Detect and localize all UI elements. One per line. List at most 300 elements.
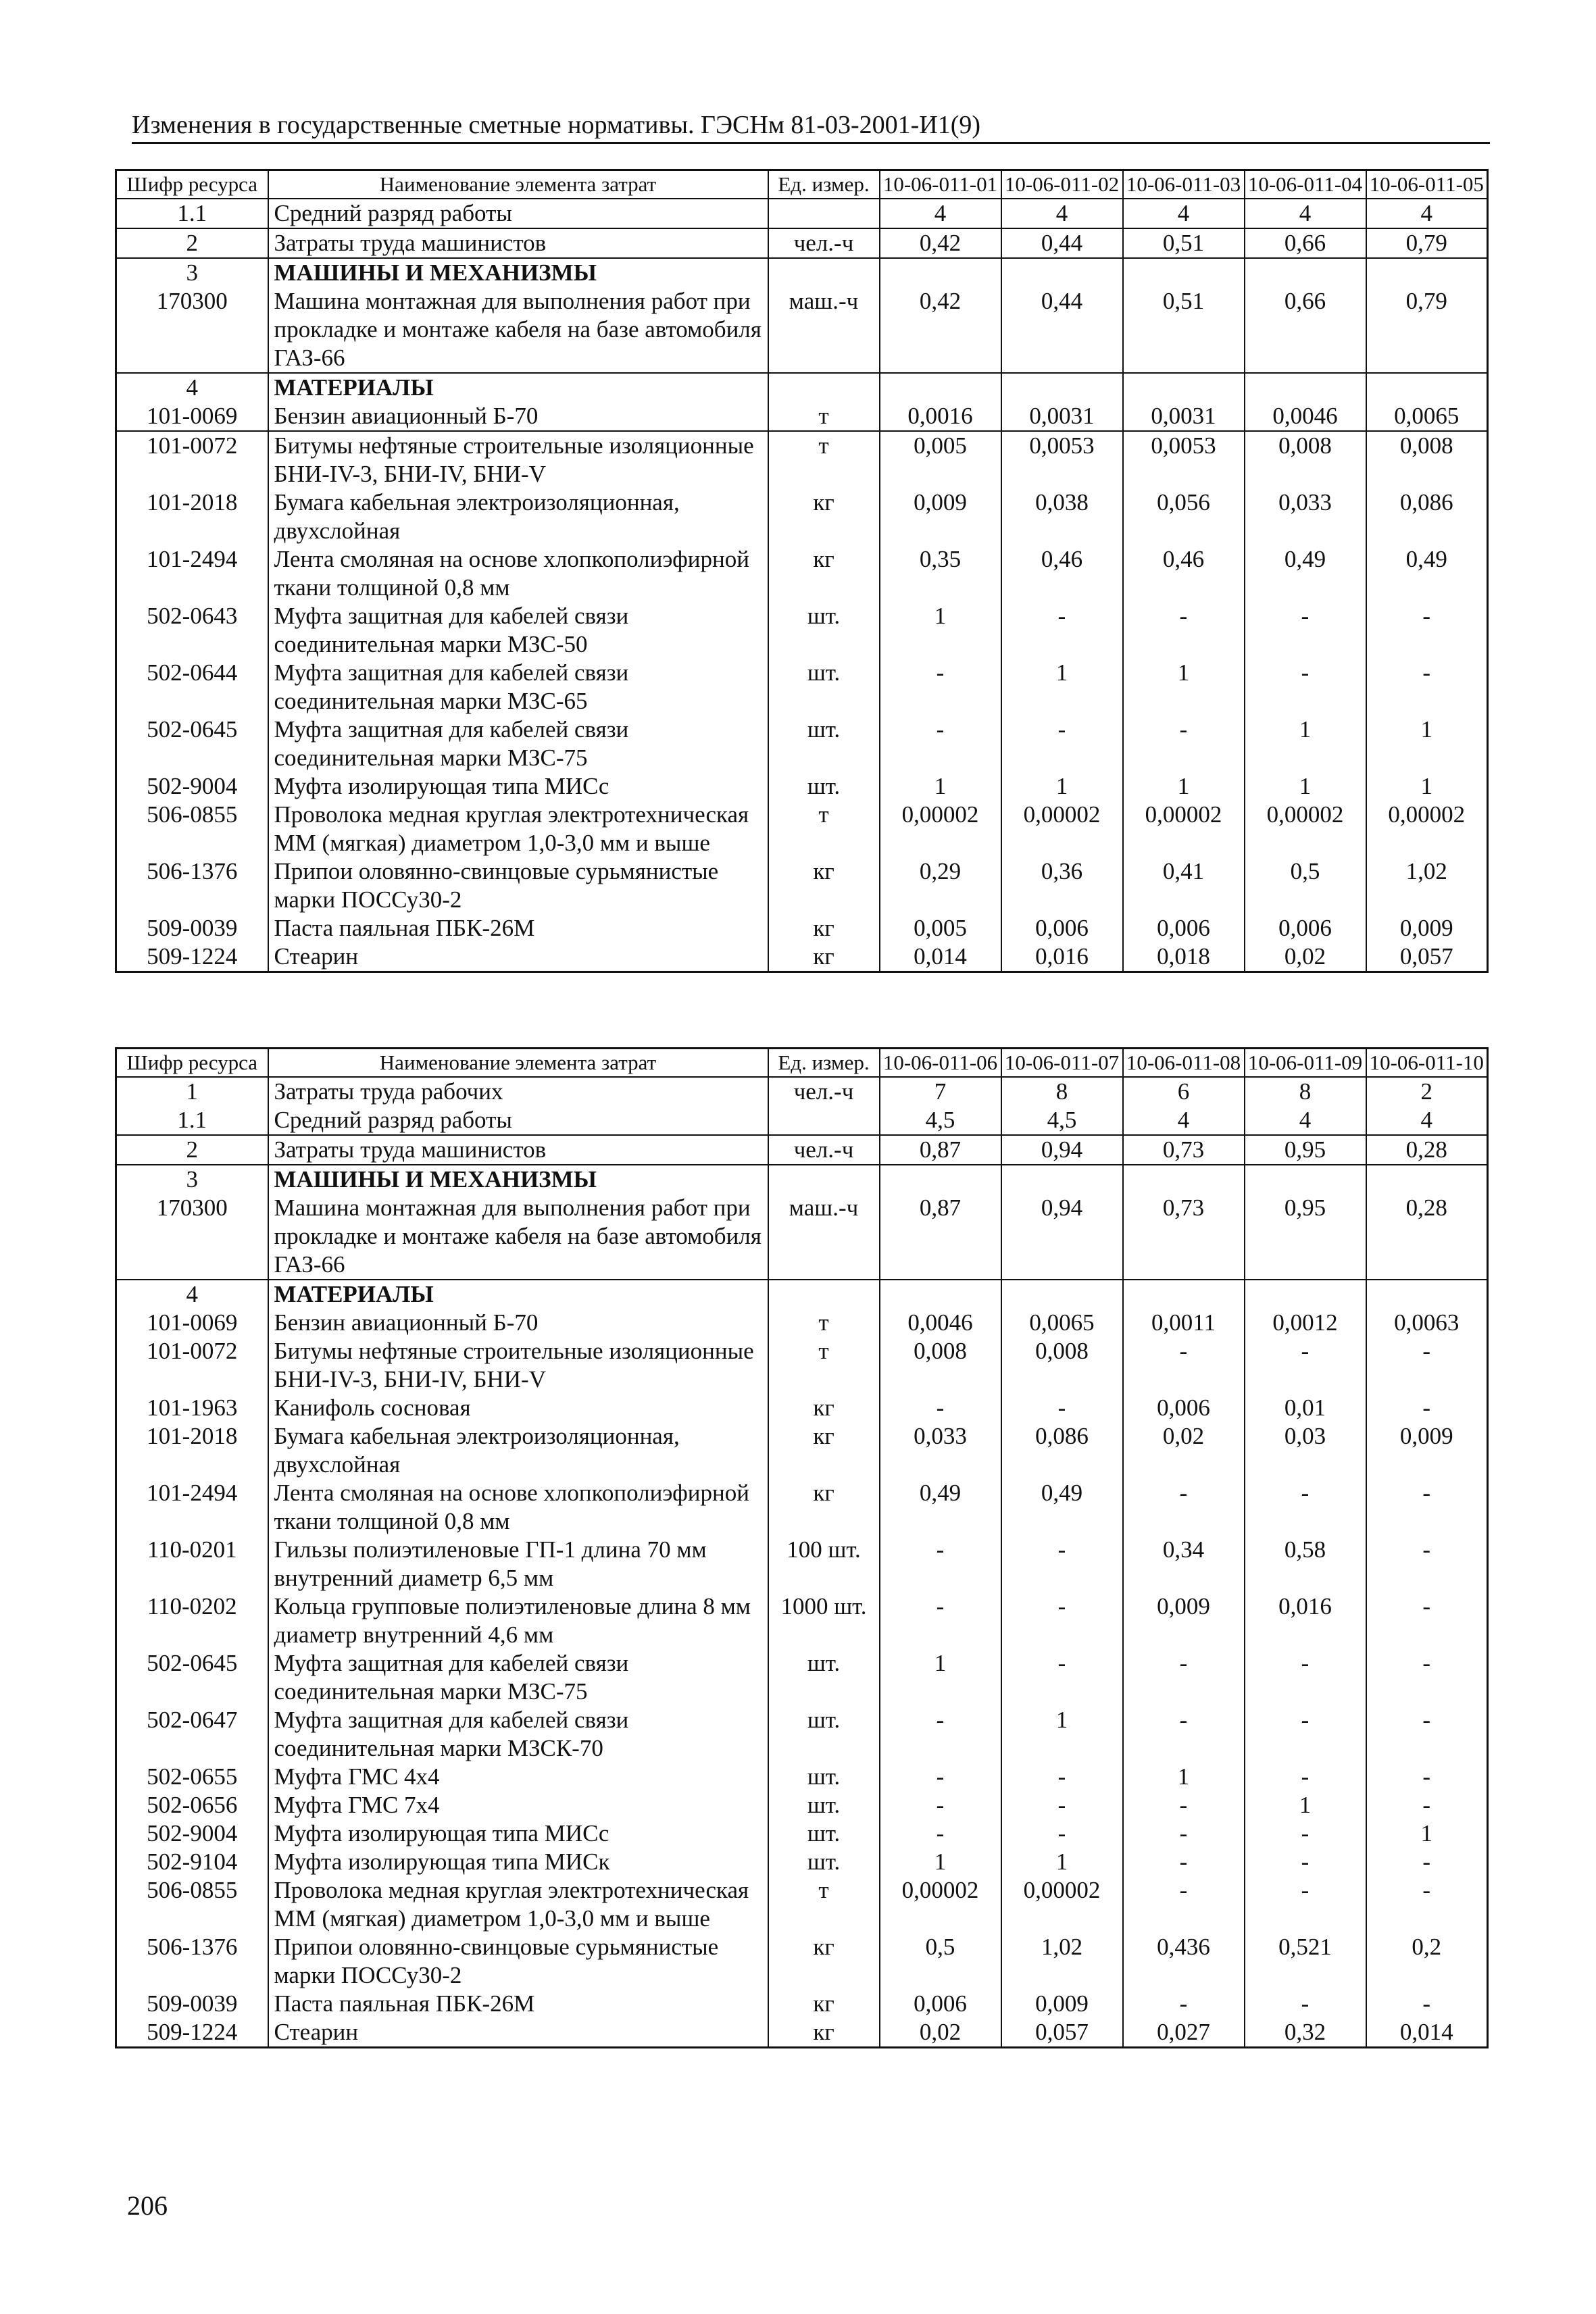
unit-cell: кг (768, 488, 880, 545)
norm-value-cell (1123, 258, 1245, 287)
section-row (116, 373, 1488, 402)
norm-value-cell: 0,46 (1123, 545, 1245, 602)
table-row (116, 1706, 1488, 1763)
norm-value-cell (1123, 1280, 1245, 1309)
table-row (116, 1309, 1488, 1337)
norm-value-cell: - (1366, 1649, 1488, 1706)
norm-value-cell: 0,94 (1001, 1194, 1123, 1280)
col-header-name: Наименование элемента затрат (268, 1049, 768, 1078)
section-row (116, 1280, 1488, 1309)
norm-value-cell: 0,42 (880, 287, 1001, 373)
norm-value-cell: 0,033 (880, 1422, 1001, 1479)
norm-value-cell: 0,00002 (1001, 1876, 1123, 1933)
norm-value-cell: - (1245, 659, 1366, 715)
norm-value-cell: - (1245, 1706, 1366, 1763)
norm-value-cell (1245, 1280, 1366, 1309)
table-row (116, 1791, 1488, 1819)
norm-value-cell: 0,5 (880, 1933, 1001, 1990)
cost-element-name-cell: Бензин авиационный Б-70 (268, 1309, 768, 1337)
cost-table-1 (115, 169, 1489, 973)
norm-value-cell: 1 (1001, 659, 1123, 715)
norm-value-cell: 1,02 (1366, 857, 1488, 914)
resource-code-cell: 502-9104 (116, 1848, 268, 1876)
norm-value-cell: 0,95 (1245, 1135, 1366, 1165)
norm-value-cell: 0,0016 (880, 402, 1001, 431)
norm-value-cell: - (880, 1763, 1001, 1791)
cost-element-name-cell: Муфта защитная для кабелей связи соединительная марки МЗС-50 (268, 602, 768, 659)
norm-value-cell: 0,95 (1245, 1194, 1366, 1280)
norm-value-cell: - (1366, 1337, 1488, 1394)
cost-element-name-cell: Лента смоляная на основе хлопкополиэфирной ткани толщиной 0,8 мм (268, 1479, 768, 1536)
norm-value-cell: - (1123, 602, 1245, 659)
norm-value-cell: 4 (1245, 199, 1366, 228)
cost-element-name-cell: Затраты труда рабочих (268, 1077, 768, 1106)
cost-element-name-cell: МАТЕРИАЛЫ (268, 1280, 768, 1309)
norm-value-cell: 0,73 (1123, 1135, 1245, 1165)
unit-cell (768, 1165, 880, 1194)
cost-element-name-cell: Бумага кабельная электроизоляционная, двухслойная (268, 488, 768, 545)
unit-cell: т (768, 431, 880, 488)
norm-value-cell: 0,02 (1245, 942, 1366, 972)
norm-value-cell: 4,5 (1001, 1106, 1123, 1135)
resource-code-cell: 502-0643 (116, 602, 268, 659)
norm-value-cell: 0,006 (1123, 914, 1245, 942)
col-header-unit: Ед. измер. (768, 170, 880, 199)
resource-code-cell: 101-0069 (116, 1309, 268, 1337)
norm-value-cell: - (1366, 1592, 1488, 1649)
table-body (116, 1077, 1488, 2048)
unit-cell (768, 373, 880, 402)
norm-value-cell (1001, 373, 1123, 402)
norm-value-cell: 4 (1123, 1106, 1245, 1135)
norm-value-cell: 0,009 (1123, 1592, 1245, 1649)
cost-element-name-cell: Средний разряд работы (268, 199, 768, 228)
unit-cell: кг (768, 914, 880, 942)
resource-code-cell: 502-0645 (116, 715, 268, 772)
norm-value-cell: 0,008 (880, 1337, 1001, 1394)
norm-value-cell: 0,057 (1366, 942, 1488, 972)
norm-value-cell: 1 (880, 772, 1001, 801)
norm-value-cell: 1,02 (1001, 1933, 1123, 1990)
norm-value-cell: 0,42 (880, 228, 1001, 258)
table-row (116, 1077, 1488, 1106)
cost-element-name-cell: Стеарин (268, 2018, 768, 2048)
cost-element-name-cell: Паста паяльная ПБК-26М (268, 1990, 768, 2018)
norm-value-cell: 0,00002 (1001, 801, 1123, 857)
norm-value-cell: 8 (1001, 1077, 1123, 1106)
cost-element-name-cell: Кольца групповые полиэтиленовые длина 8 мм диаметр внутренний 4,6 мм (268, 1592, 768, 1649)
table-row (116, 1536, 1488, 1592)
norm-value-cell: 0,51 (1123, 228, 1245, 258)
col-header-norm: 10-06-011-05 (1366, 170, 1488, 199)
norm-value-cell: 0,0031 (1001, 402, 1123, 431)
norm-value-cell: 0,00002 (1245, 801, 1366, 857)
norm-value-cell: 8 (1245, 1077, 1366, 1106)
norm-value-cell: 0,0053 (1001, 431, 1123, 488)
resource-code-cell: 1.1 (116, 1106, 268, 1135)
unit-cell: 1000 шт. (768, 1592, 880, 1649)
cost-element-name-cell: Муфта защитная для кабелей связи соединительная марки МЗС-75 (268, 1649, 768, 1706)
table-row (116, 1649, 1488, 1706)
table-row (116, 857, 1488, 914)
norm-value-cell: 1 (1245, 1791, 1366, 1819)
norm-value-cell: 0,033 (1245, 488, 1366, 545)
cost-element-name-cell: Муфта ГМС 7х4 (268, 1791, 768, 1819)
resource-code-cell: 3 (116, 1165, 268, 1194)
cost-element-name-cell: Припои оловянно-свинцовые сурьмянистые марки ПОССу30-2 (268, 1933, 768, 1990)
resource-code-cell: 509-0039 (116, 1990, 268, 2018)
table-row (116, 659, 1488, 715)
norm-value-cell: 0,006 (1245, 914, 1366, 942)
cost-element-name-cell: Машина монтажная для выполнения работ при прокладке и монтаже кабеля на базе автомобиля ГАЗ-66 (268, 287, 768, 373)
norm-value-cell: 1 (880, 1848, 1001, 1876)
resource-code-cell: 506-1376 (116, 1933, 268, 1990)
norm-value-cell: - (1123, 1990, 1245, 2018)
cost-element-name-cell: МАШИНЫ И МЕХАНИЗМЫ (268, 258, 768, 287)
norm-value-cell: 4 (1001, 199, 1123, 228)
cost-element-name-cell: Средний разряд работы (268, 1106, 768, 1135)
norm-value-cell: - (1001, 715, 1123, 772)
unit-cell: шт. (768, 715, 880, 772)
norm-value-cell: - (1366, 1763, 1488, 1791)
norm-value-cell: 0,00002 (1366, 801, 1488, 857)
norm-value-cell: - (1245, 1479, 1366, 1536)
unit-cell: шт. (768, 602, 880, 659)
norm-value-cell: 0,016 (1245, 1592, 1366, 1649)
resource-code-cell: 101-1963 (116, 1394, 268, 1422)
norm-value-cell: 1 (1123, 659, 1245, 715)
unit-cell (768, 258, 880, 287)
col-header-norm: 10-06-011-04 (1245, 170, 1366, 199)
unit-cell: чел.-ч (768, 1077, 880, 1106)
unit-cell: маш.-ч (768, 287, 880, 373)
norm-value-cell: 0,008 (1245, 431, 1366, 488)
table-header-row (116, 1049, 1488, 1078)
norm-value-cell: - (880, 1536, 1001, 1592)
norm-value-cell: - (1123, 1876, 1245, 1933)
norm-value-cell: 0,057 (1001, 2018, 1123, 2048)
norm-value-cell: - (1245, 1876, 1366, 1933)
unit-cell: кг (768, 545, 880, 602)
norm-value-cell: 0,086 (1001, 1422, 1123, 1479)
table-row (116, 1337, 1488, 1394)
unit-cell: кг (768, 1933, 880, 1990)
section-row (116, 258, 1488, 287)
norm-value-cell (1245, 1165, 1366, 1194)
norm-value-cell: 0,005 (880, 914, 1001, 942)
norm-value-cell: 0,521 (1245, 1933, 1366, 1990)
norm-value-cell (1245, 258, 1366, 287)
table-header-row (116, 170, 1488, 199)
norm-value-cell (880, 258, 1001, 287)
resource-code-cell: 170300 (116, 287, 268, 373)
unit-cell: шт. (768, 659, 880, 715)
table-row (116, 1394, 1488, 1422)
norm-value-cell: 1 (880, 1649, 1001, 1706)
table-row (116, 488, 1488, 545)
resource-code-cell: 3 (116, 258, 268, 287)
resource-code-cell: 101-0072 (116, 1337, 268, 1394)
norm-value-cell: 0,009 (1366, 914, 1488, 942)
norm-value-cell: - (1245, 602, 1366, 659)
norm-value-cell: 0,01 (1245, 1394, 1366, 1422)
cost-element-name-cell: Затраты труда машинистов (268, 228, 768, 258)
norm-value-cell: 0,0065 (1001, 1309, 1123, 1337)
unit-cell: шт. (768, 1819, 880, 1848)
norm-value-cell: 0,027 (1123, 2018, 1245, 2048)
norm-value-cell (1366, 1280, 1488, 1309)
norm-value-cell: 0,006 (1123, 1394, 1245, 1422)
norm-value-cell: 0,94 (1001, 1135, 1123, 1165)
resource-code-cell: 502-9004 (116, 1819, 268, 1848)
unit-cell (768, 199, 880, 228)
norm-value-cell: 0,34 (1123, 1536, 1245, 1592)
table-row (116, 1848, 1488, 1876)
norm-value-cell: 6 (1123, 1077, 1245, 1106)
norm-value-cell: 4,5 (880, 1106, 1001, 1135)
norm-value-cell: 0,02 (1123, 1422, 1245, 1479)
resource-code-cell: 1 (116, 1077, 268, 1106)
unit-cell: т (768, 1876, 880, 1933)
resource-code-cell: 509-0039 (116, 914, 268, 942)
resource-code-cell: 502-0645 (116, 1649, 268, 1706)
table-row (116, 1479, 1488, 1536)
norm-value-cell: 0,436 (1123, 1933, 1245, 1990)
cost-table-2 (115, 1047, 1489, 2048)
unit-cell: 100 шт. (768, 1536, 880, 1592)
cost-element-name-cell: Стеарин (268, 942, 768, 972)
unit-cell: т (768, 1309, 880, 1337)
unit-cell: маш.-ч (768, 1194, 880, 1280)
unit-cell: кг (768, 942, 880, 972)
norm-value-cell: 0,02 (880, 2018, 1001, 2048)
norm-value-cell: 0,87 (880, 1194, 1001, 1280)
norm-value-cell: 0,005 (880, 431, 1001, 488)
norm-value-cell: - (880, 1706, 1001, 1763)
col-header-norm: 10-06-011-07 (1001, 1049, 1123, 1078)
norm-value-cell: - (880, 1791, 1001, 1819)
norm-value-cell: 0,009 (1366, 1422, 1488, 1479)
norm-value-cell (1123, 1165, 1245, 1194)
table-row (116, 1194, 1488, 1280)
norm-value-cell: 0,28 (1366, 1194, 1488, 1280)
norm-value-cell: - (1366, 1990, 1488, 2018)
norm-value-cell (880, 373, 1001, 402)
norm-value-cell: - (1245, 1337, 1366, 1394)
norm-value-cell: 0,87 (880, 1135, 1001, 1165)
resource-code-cell: 2 (116, 228, 268, 258)
norm-value-cell: 0,46 (1001, 545, 1123, 602)
resource-code-cell: 506-0855 (116, 1876, 268, 1933)
norm-value-cell: 0,44 (1001, 228, 1123, 258)
norm-value-cell: 4 (1366, 1106, 1488, 1135)
norm-value-cell: 0,0063 (1366, 1309, 1488, 1337)
col-header-norm: 10-06-011-08 (1123, 1049, 1245, 1078)
norm-value-cell: - (1123, 1819, 1245, 1848)
norm-value-cell: - (1123, 1337, 1245, 1394)
norm-value-cell: 0,038 (1001, 488, 1123, 545)
norm-value-cell: - (1123, 715, 1245, 772)
resource-code-cell: 4 (116, 373, 268, 402)
norm-value-cell: 1 (1001, 772, 1123, 801)
unit-cell: кг (768, 1394, 880, 1422)
norm-value-cell: - (1366, 1848, 1488, 1876)
norm-value-cell (1001, 1280, 1123, 1309)
norm-value-cell: - (1123, 1649, 1245, 1706)
norm-value-cell (1366, 373, 1488, 402)
norm-value-cell: 1 (1366, 772, 1488, 801)
norm-value-cell: - (1245, 1848, 1366, 1876)
header-rule (132, 142, 1490, 144)
cost-element-name-cell: Канифоль сосновая (268, 1394, 768, 1422)
table-row (116, 1763, 1488, 1791)
cost-element-name-cell: Припои оловянно-свинцовые сурьмянистые марки ПОССу30-2 (268, 857, 768, 914)
unit-cell: т (768, 1337, 880, 1394)
norm-value-cell (1366, 258, 1488, 287)
cost-element-name-cell: Паста паяльная ПБК-26М (268, 914, 768, 942)
resource-code-cell: 101-2018 (116, 488, 268, 545)
norm-value-cell: 1 (880, 602, 1001, 659)
cost-element-name-cell: Муфта ГМС 4х4 (268, 1763, 768, 1791)
resource-code-cell: 101-0072 (116, 431, 268, 488)
norm-value-cell: - (1366, 1791, 1488, 1819)
table-row (116, 772, 1488, 801)
resource-code-cell: 502-0656 (116, 1791, 268, 1819)
norm-value-cell: - (1366, 1876, 1488, 1933)
norm-value-cell: 0,018 (1123, 942, 1245, 972)
cost-element-name-cell: МАТЕРИАЛЫ (268, 373, 768, 402)
norm-value-cell: - (1123, 1791, 1245, 1819)
norm-value-cell: - (1001, 1763, 1123, 1791)
norm-value-cell: 4 (1245, 1106, 1366, 1135)
norm-value-cell: 1 (1366, 1819, 1488, 1848)
resource-code-cell: 101-2494 (116, 545, 268, 602)
resource-code-cell: 2 (116, 1135, 268, 1165)
table-row (116, 545, 1488, 602)
unit-cell: кг (768, 857, 880, 914)
norm-value-cell: 0,49 (1001, 1479, 1123, 1536)
norm-value-cell: 0,009 (1001, 1990, 1123, 2018)
norm-value-cell: 0,0011 (1123, 1309, 1245, 1337)
cost-element-name-cell: Муфта изолирующая типа МИСс (268, 772, 768, 801)
norm-value-cell: - (880, 1592, 1001, 1649)
resource-code-cell: 110-0202 (116, 1592, 268, 1649)
col-header-norm: 10-06-011-03 (1123, 170, 1245, 199)
norm-value-cell (880, 1280, 1001, 1309)
norm-value-cell: 0,51 (1123, 287, 1245, 373)
cost-element-name-cell: Затраты труда машинистов (268, 1135, 768, 1165)
cost-element-name-cell: Битумы нефтяные строительные изоляционные БНИ-IV-3, БНИ-IV, БНИ-V (268, 431, 768, 488)
cost-element-name-cell: Гильзы полиэтиленовые ГП-1 длина 70 мм внутренний диаметр 6,5 мм (268, 1536, 768, 1592)
table-row (116, 914, 1488, 942)
norm-value-cell: 0,008 (1001, 1337, 1123, 1394)
unit-cell: т (768, 801, 880, 857)
norm-value-cell: 0,0046 (880, 1309, 1001, 1337)
norm-value-cell: - (1366, 1536, 1488, 1592)
table-row (116, 1106, 1488, 1135)
norm-value-cell: 0,79 (1366, 228, 1488, 258)
table-row (116, 1990, 1488, 2018)
norm-value-cell: 2 (1366, 1077, 1488, 1106)
table-row (116, 1819, 1488, 1848)
section-row (116, 1165, 1488, 1194)
norm-value-cell: 0,0012 (1245, 1309, 1366, 1337)
col-header-code: Шифр ресурса (116, 1049, 268, 1078)
norm-value-cell: 1 (1001, 1848, 1123, 1876)
norm-value-cell: 0,014 (880, 942, 1001, 972)
cost-element-name-cell: Бензин авиационный Б-70 (268, 402, 768, 431)
norm-value-cell (1001, 1165, 1123, 1194)
cost-element-name-cell: Машина монтажная для выполнения работ при прокладке и монтаже кабеля на базе автомобиля ГАЗ-66 (268, 1194, 768, 1280)
norm-value-cell: 0,086 (1366, 488, 1488, 545)
unit-cell: т (768, 402, 880, 431)
norm-value-cell: 0,016 (1001, 942, 1123, 972)
norm-value-cell: - (880, 1394, 1001, 1422)
table-row (116, 1422, 1488, 1479)
resource-code-cell: 502-0647 (116, 1706, 268, 1763)
norm-value-cell: - (1366, 1479, 1488, 1536)
norm-value-cell: 0,03 (1245, 1422, 1366, 1479)
unit-cell: шт. (768, 1848, 880, 1876)
unit-cell: чел.-ч (768, 228, 880, 258)
norm-value-cell: 4 (1366, 199, 1488, 228)
table-body (116, 199, 1488, 972)
table-row (116, 602, 1488, 659)
norm-value-cell: 0,44 (1001, 287, 1123, 373)
table-row (116, 801, 1488, 857)
norm-value-cell: 0,49 (880, 1479, 1001, 1536)
norm-value-cell (1366, 1165, 1488, 1194)
norm-value-cell: - (1366, 602, 1488, 659)
norm-value-cell (1245, 373, 1366, 402)
norm-value-cell: - (1001, 1536, 1123, 1592)
unit-cell (768, 1280, 880, 1309)
unit-cell: кг (768, 1990, 880, 2018)
unit-cell: шт. (768, 1791, 880, 1819)
norm-value-cell: 0,008 (1366, 431, 1488, 488)
col-header-norm: 10-06-011-06 (880, 1049, 1001, 1078)
resource-code-cell: 509-1224 (116, 2018, 268, 2048)
norm-value-cell: 1 (1123, 1763, 1245, 1791)
norm-value-cell: 0,66 (1245, 287, 1366, 373)
norm-value-cell: - (1245, 1819, 1366, 1848)
resource-code-cell: 502-0644 (116, 659, 268, 715)
norm-value-cell: 0,0065 (1366, 402, 1488, 431)
norm-value-cell: 0,014 (1366, 2018, 1488, 2048)
unit-cell: чел.-ч (768, 1135, 880, 1165)
norm-value-cell: 1 (1245, 772, 1366, 801)
table-row (116, 715, 1488, 772)
norm-value-cell: - (1001, 1394, 1123, 1422)
resource-code-cell: 1.1 (116, 199, 268, 228)
norm-value-cell: - (880, 715, 1001, 772)
resource-code-cell: 506-1376 (116, 857, 268, 914)
col-header-code: Шифр ресурса (116, 170, 268, 199)
norm-value-cell: - (1001, 1791, 1123, 1819)
norm-value-cell: 0,49 (1245, 545, 1366, 602)
table-row (116, 431, 1488, 488)
norm-value-cell: 0,58 (1245, 1536, 1366, 1592)
resource-code-cell: 4 (116, 1280, 268, 1309)
resource-code-cell: 502-9004 (116, 772, 268, 801)
norm-value-cell: 1 (1123, 772, 1245, 801)
norm-value-cell: - (1001, 1592, 1123, 1649)
cost-element-name-cell: Проволока медная круглая электротехническая ММ (мягкая) диаметром 1,0-3,0 мм и выше (268, 801, 768, 857)
norm-value-cell: 0,2 (1366, 1933, 1488, 1990)
resource-code-cell: 509-1224 (116, 942, 268, 972)
norm-value-cell: - (1366, 659, 1488, 715)
cost-element-name-cell: Бумага кабельная электроизоляционная, двухслойная (268, 1422, 768, 1479)
